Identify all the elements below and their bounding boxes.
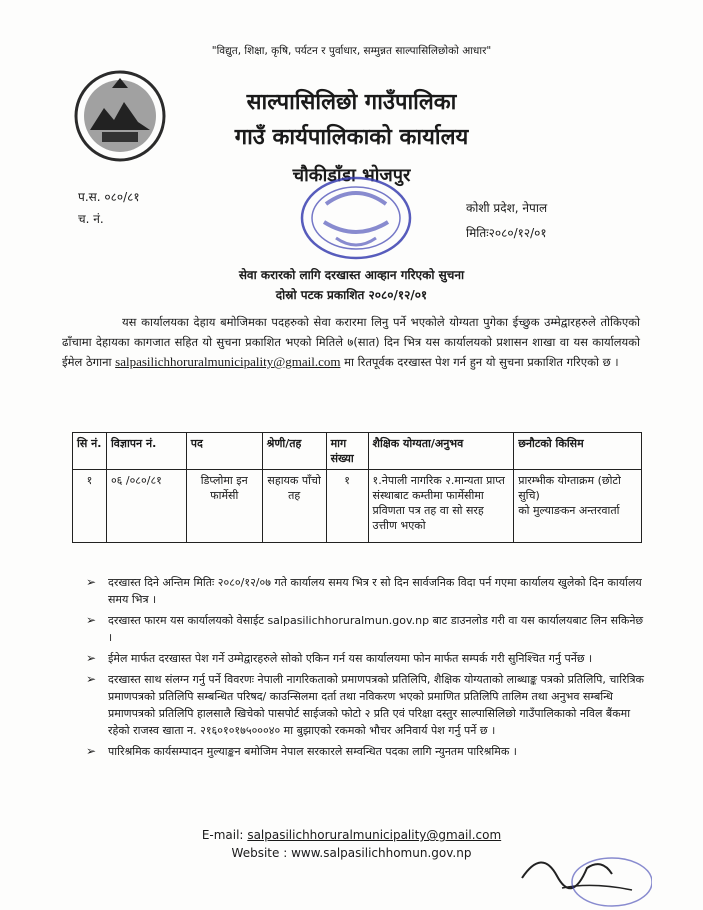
reference-number: प.स. ०८०/८१	[78, 190, 140, 204]
arrow-bullet-icon: ➢	[86, 672, 97, 686]
col-header-adv: विज्ञापन नं.	[106, 433, 186, 470]
cell-count: १	[326, 470, 368, 543]
notice-subtitle: दोस्रो पटक प्रकाशित २०८०/१२/०१	[275, 288, 428, 302]
list-item: ➢ दरखास्त साथ संलग्न गर्नु पर्ने विवरणः नेपाली नागरिकताको प्रमाणपत्रको प्रतिलिपि, शैक्षिक योग्यताको लाब्धाङ्क पत्रको प्रतिलिपि, चारित्रिक प्रमाणपत्रको प्रतिलिपि सम्बन्धित परिषद/ काउन्सिलमा दर्ता तथा नविकरण भएको प्रमाणित प्रतिलिपि तालिम तथा अनुभव सम्बन्धि प्रमाणपत्रको प्रतिलिपि हालसालै खिचेको पासपोर्ट साईजको फोटो २ प्रति एवं परिक्षा दस्तुर साल्पासिलिछो गाउँपालिकाको नविल बैंकमा रहेको राजस्व खाता न. २१६०१०१७५०००४० मा बुझाएको रकमको भौचर अनिवार्य पेश गर्नु पर्ने छ ।	[86, 672, 644, 737]
arrow-bullet-icon: ➢	[86, 744, 97, 758]
municipality-name: साल्पासिलिछो गाउँपालिका	[246, 90, 457, 115]
list-item: ➢ ईमेल मार्फत दरखास्त पेश गर्ने उम्मेद्वारहरुले सोको एकिन गर्न यस कार्यालयमा फोन मार्फत सम्पर्क गरी सुनिश्चित गर्नु पर्नेछ ।	[86, 651, 593, 665]
col-header-level: श्रेणी/तह	[262, 433, 326, 470]
notes-list	[86, 574, 646, 764]
main-paragraph	[62, 312, 640, 372]
office-name: गाउँ कार्यपालिकाको कार्यालय	[234, 125, 469, 150]
paragraph-email-link[interactable]: salpasilichhoruralmunicipality@gmail.com	[115, 354, 341, 369]
arrow-bullet-icon: ➢	[86, 575, 97, 589]
office-location: चौकीडाँडा भोजपुर	[292, 165, 411, 186]
notice-title: सेवा करारको लागि दरखास्त आव्हान गरिएको सुचना	[238, 268, 465, 282]
cell-post: डिप्लोमा इन फार्मेसी	[186, 470, 262, 543]
paragraph-text-end: मा रितपूर्वक दरखास्त पेश गर्न हुन यो सुचना प्रकाशित गरिएको छ ।	[344, 355, 619, 369]
office-stamp-icon	[296, 172, 416, 264]
paragraph-text: यस कार्यालयका देहाय बमोजिमका पदहरुको सेवा करारमा लिनु पर्ने भएकोले योग्यता पुगेका ईच्छुक उम्मेद्वारहरुले तोकिएको ढाँचामा देहायका कागजात सहित यो सुचना प्रकाशित भएको मितिले ७(सात) दिन भित्र यस कार्यालयको प्रशासन शाखा वा यस कार्यालयको ईमेल ठेगाना	[62, 315, 640, 369]
col-header-selection: छनौटको किसिम	[514, 433, 642, 470]
vacancy-table	[72, 432, 642, 543]
footer-website-link[interactable]: www.salpasilichhomun.gov.np	[291, 846, 472, 860]
col-header-qualification: शैक्षिक योग्यता/अनुभव	[368, 433, 514, 470]
website-label: Website :	[231, 846, 288, 860]
selection-line1: प्रारम्भीक योग्ताक्रम (छोटो सुचि)	[518, 474, 621, 502]
arrow-bullet-icon: ➢	[86, 613, 97, 627]
cell-selection	[514, 470, 642, 543]
signature-icon	[502, 838, 652, 910]
letter-date: मितिः२०८०/१२/०१	[466, 226, 547, 240]
cell-level: सहायक पाँचो तह	[262, 470, 326, 543]
motto: "विद्युत, शिक्षा, कृषि, पर्यटन र पुर्वाधार, सम्मुन्नत साल्पासिलिछोको आधार"	[211, 45, 492, 57]
list-item: ➢ दरखास्त फारम यस कार्यालयको वेसाईट salpasilichhoruralmun.gov.np बाट डाउनलोड गरी वा यस कार्यालयबाट लिन सकिनेछ ।	[86, 613, 644, 644]
col-header-count: माग संख्या	[326, 433, 368, 470]
arrow-bullet-icon: ➢	[86, 651, 97, 665]
col-header-post: पद	[186, 433, 262, 470]
list-item: ➢ दरखास्त दिने अन्तिम मितिः २०८०/१२/०७ गते कार्यालय समय भित्र र सो दिन सार्वजनिक विदा पर्न गएमा कार्यालय खुलेको दिन कार्यालय समय भित्र ।	[86, 575, 642, 606]
cell-adv: ०६ /०८०/८१	[106, 470, 186, 543]
cell-qualification: १.नेपाली नागरिक २.मान्यता प्राप्त संस्थाबाट कम्तीमा फार्मेसीमा प्रविणता पत्र तह वा सो सरह उत्तीण भएको	[368, 470, 514, 543]
footer-email-link[interactable]: salpasilichhoruralmunicipality@gmail.com	[247, 828, 502, 842]
email-label: E-mail:	[201, 828, 244, 842]
table-row	[73, 470, 642, 543]
table-header-row	[73, 433, 642, 470]
list-item: ➢ पारिश्रमिक कार्यसम्पादन मुल्याङ्कन बमोजिम नेपाल सरकारले सम्वन्धित पदका लागि न्युनतम पारिश्रमिक ।	[86, 744, 517, 758]
col-header-sn: सि नं.	[73, 433, 107, 470]
selection-line2: को मुल्याङकन अन्तरवार्ता	[518, 504, 620, 517]
province: कोशी प्रदेश, नेपाल	[466, 201, 548, 215]
dispatch-number: च. नं.	[78, 212, 104, 226]
cell-sn: १	[73, 470, 107, 543]
